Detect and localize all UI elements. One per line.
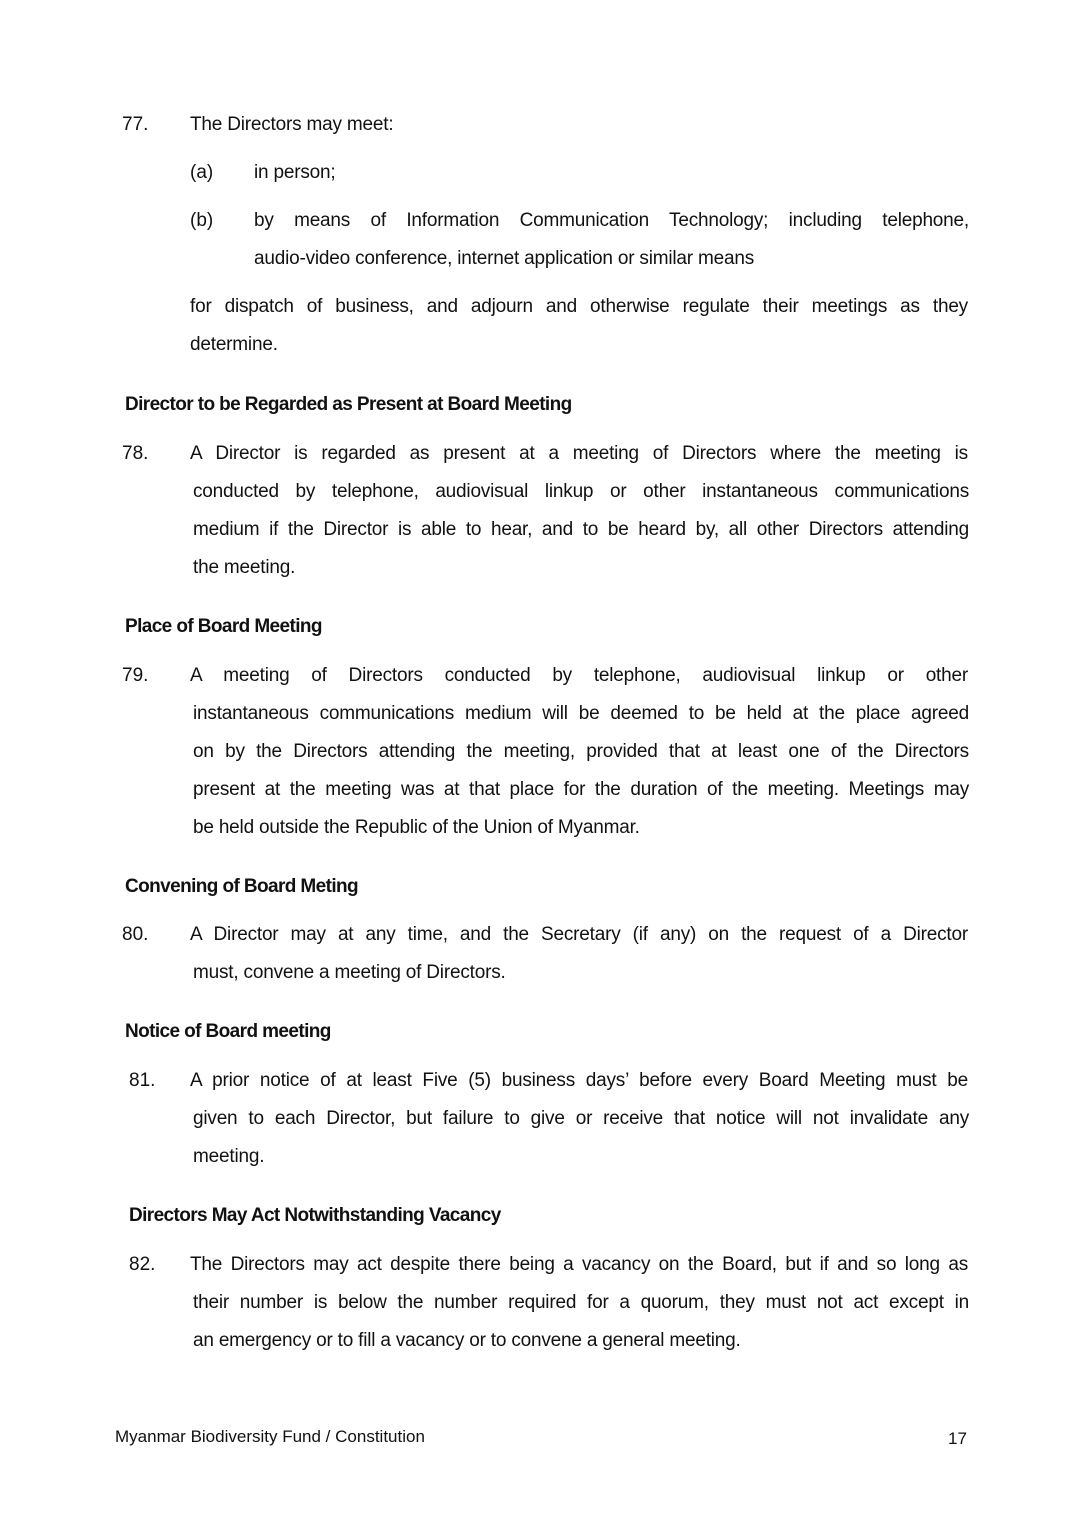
clause-79-line-3: on by the Directors attending the meeting, provided that at least one of the Directors [193,741,969,762]
heading-director-present: Director to be Regarded as Present at Board Meeting [125,394,572,415]
clause-82-line-2: their number is below the number required for a quorum, they must not act except in [193,1292,969,1313]
footer-page-number: 17 [948,1429,967,1448]
clause-79-line-4: present at the meeting was at that place for the duration of the meeting. Meetings may [193,779,969,800]
clause-77-b-line-1: by means of Information Communication Technology; including telephone, [254,210,969,231]
clause-77-tail-line-1: for dispatch of business, and adjourn and otherwise regulate their meetings as they [190,296,968,317]
clause-80-number: 80. [122,924,149,945]
clause-80-line-2: must, convene a meeting of Directors. [193,962,506,983]
clause-77-b-line-2: audio-video conference, internet application or similar means [254,248,755,269]
clause-82-number: 82. [129,1254,156,1275]
heading-place-of-meeting: Place of Board Meeting [125,616,322,637]
clause-79-line-1: A meeting of Directors conducted by telephone, audiovisual linkup or other [190,665,968,686]
clause-78-line-4: the meeting. [193,557,296,578]
heading-act-notwithstanding-vacancy: Directors May Act Notwithstanding Vacancy [129,1205,501,1226]
clause-78-number: 78. [122,443,149,464]
clause-79-line-2: instantaneous communications medium will be deemed to be held at the place agreed [193,703,969,724]
clause-81-line-3: meeting. [193,1146,265,1167]
clause-81-line-2: given to each Director, but failure to give or receive that notice will not invalidate any [193,1108,969,1129]
clause-77-a-text: in person; [254,162,336,183]
clause-79-number: 79. [122,665,149,686]
clause-81-number: 81. [129,1070,156,1091]
clause-79-line-5: be held outside the Republic of the Union of Myanmar. [193,817,640,838]
clause-78-line-1: A Director is regarded as present at a meeting of Directors where the meeting is [190,443,968,464]
clause-82-line-1: The Directors may act despite there being a vacancy on the Board, but if and so long as [190,1254,968,1275]
clause-77-intro: The Directors may meet: [190,114,394,135]
clause-78-line-2: conducted by telephone, audiovisual linkup or other instantaneous communications [193,481,969,502]
clause-82-line-3: an emergency or to fill a vacancy or to convene a general meeting. [193,1330,741,1351]
clause-78-line-3: medium if the Director is able to hear, and to be heard by, all other Directors attending [193,519,969,540]
clause-77-b-label: (b) [190,210,214,231]
clause-77-a-label: (a) [190,162,214,183]
clause-77-tail-line-2: determine. [190,334,278,355]
heading-convening-meeting: Convening of Board Meting [125,876,359,897]
clause-80-line-1: A Director may at any time, and the Secretary (if any) on the request of a Director [190,924,968,945]
clause-77-number: 77. [122,114,149,135]
clause-81-line-1: A prior notice of at least Five (5) business days’ before every Board Meeting must be [190,1070,968,1091]
heading-notice-of-meeting: Notice of Board meeting [125,1021,331,1042]
footer-document-title: Myanmar Biodiversity Fund / Constitution [115,1427,425,1446]
